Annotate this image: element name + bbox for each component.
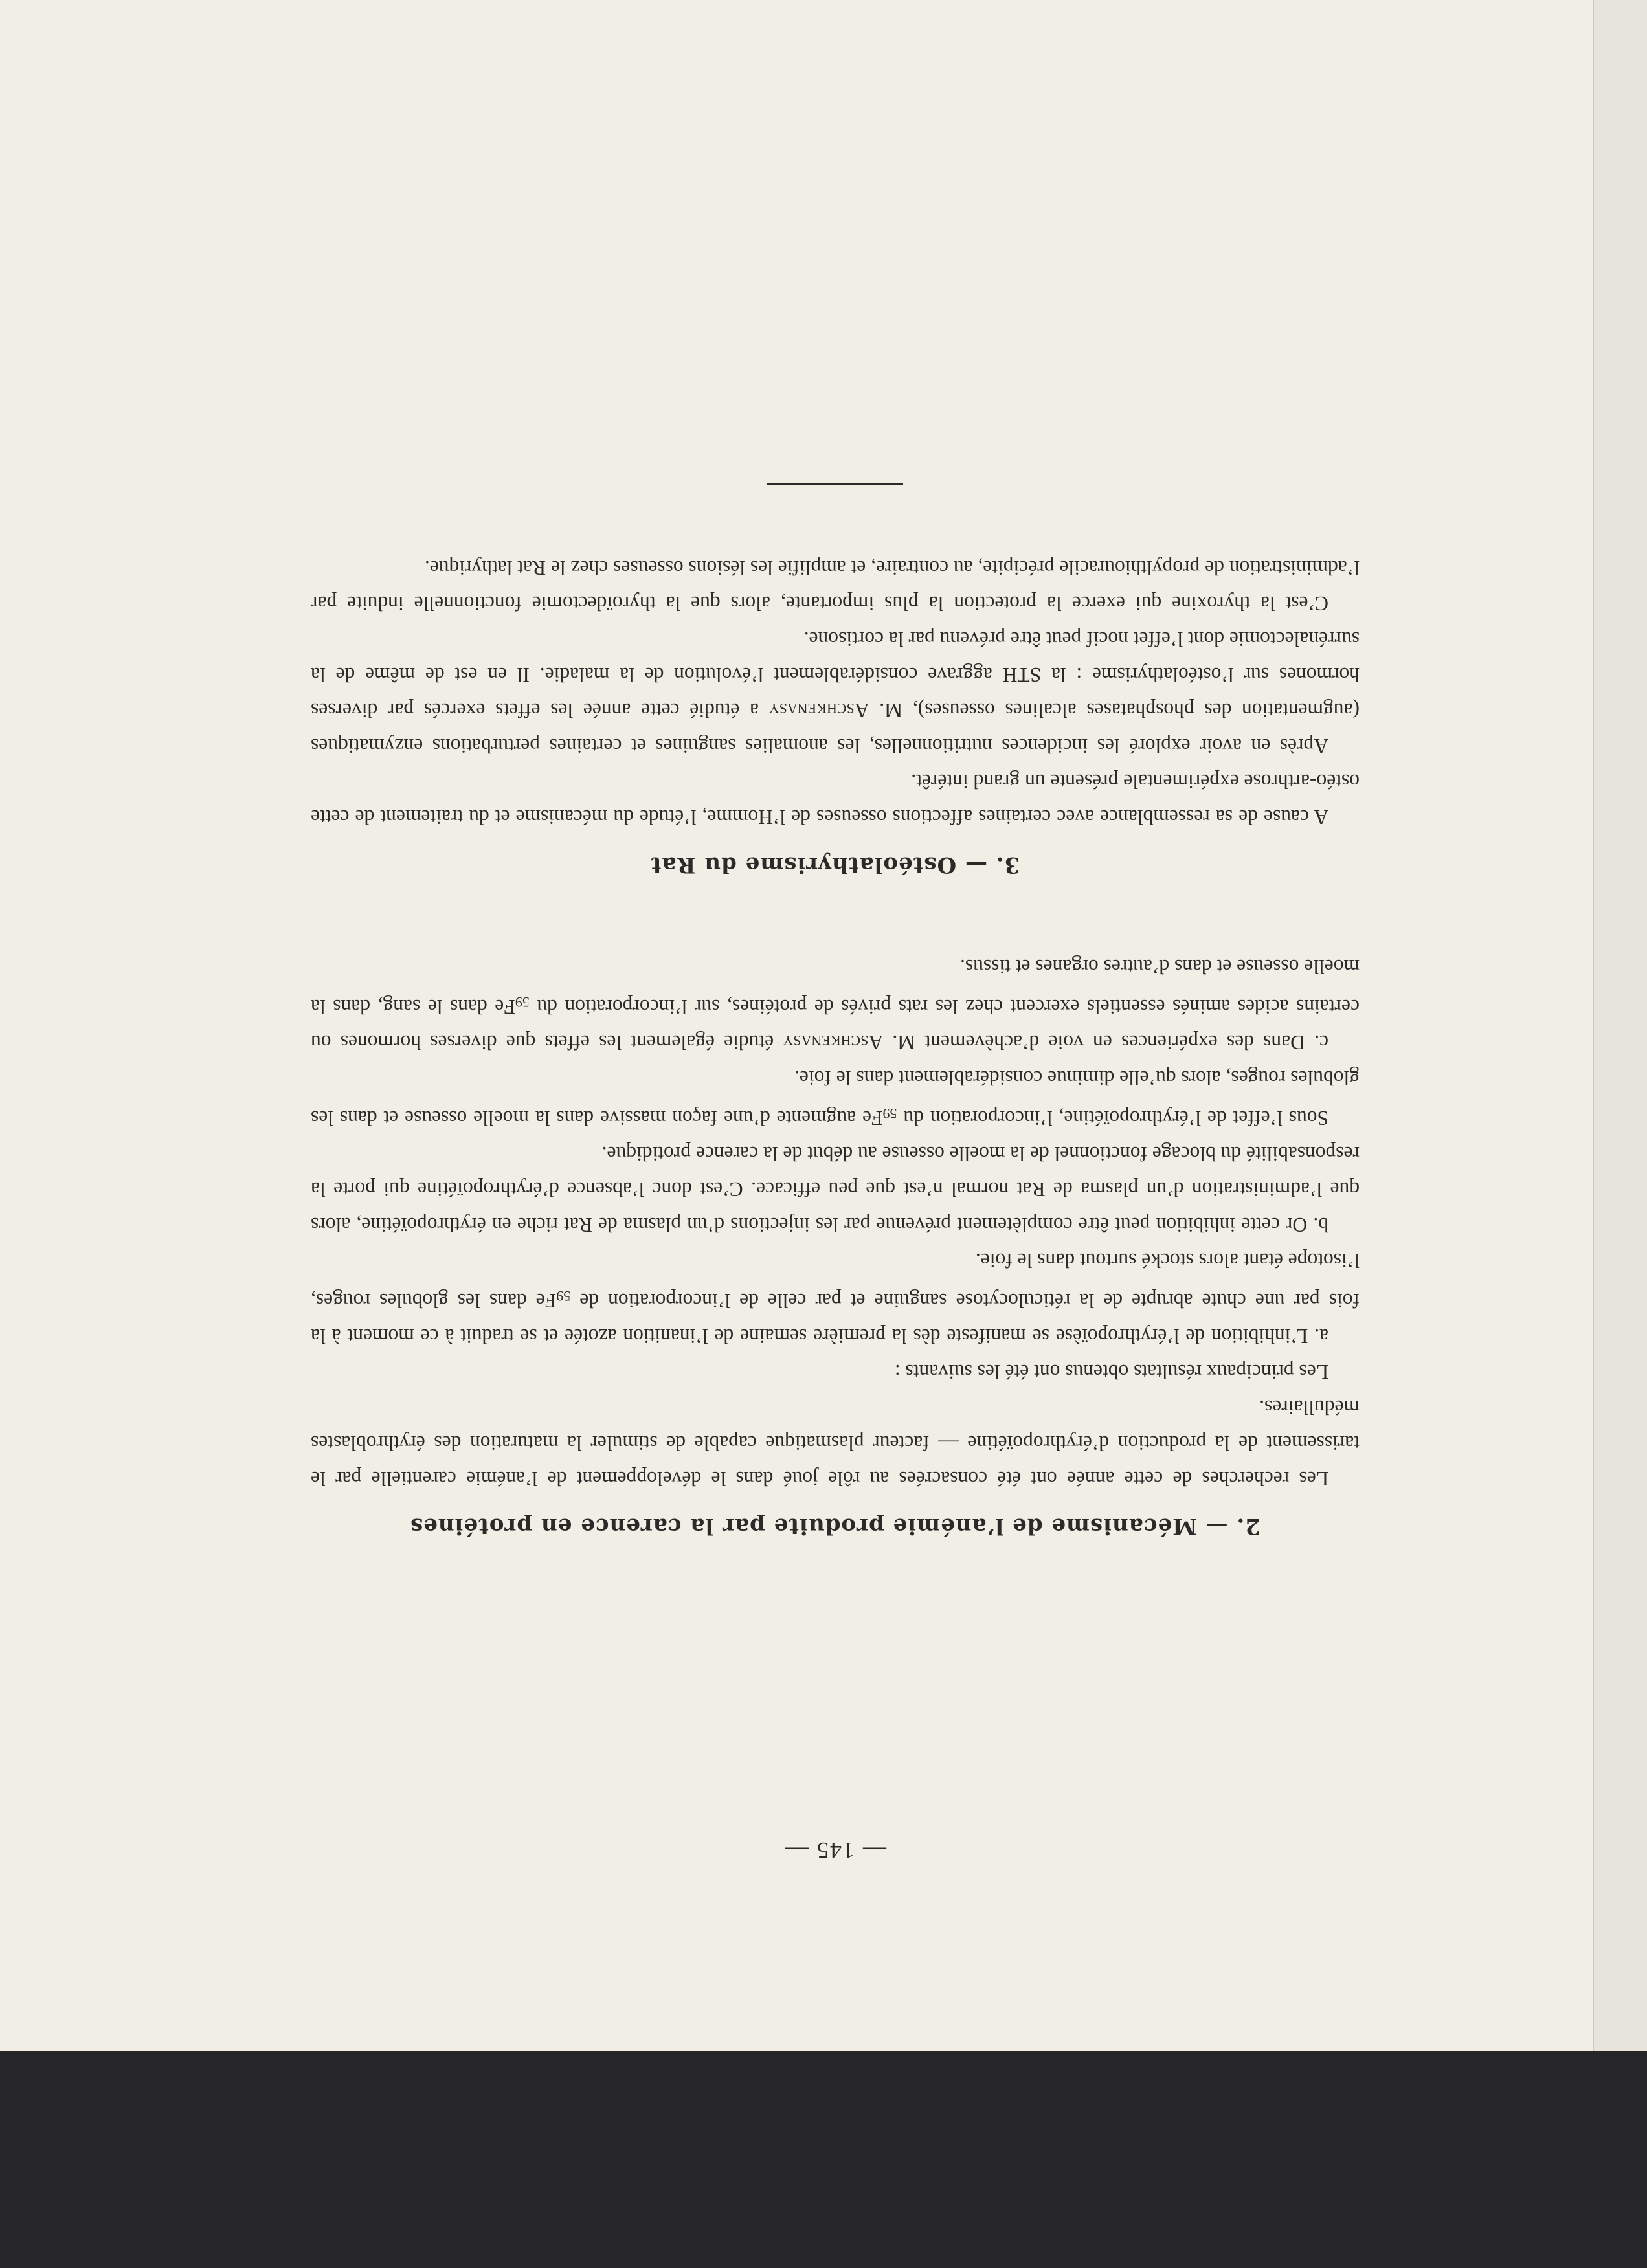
page-content-rotated bbox=[311, 246, 1360, 1864]
paragraph: C’est la thyroxine qui exerce la protection la plus importante, alors que la thyroïdectomie fonctionnelle induite par l’administration de propylthiouracile précipite, au contraire, et amplifie les lésions osseuses chez le Rat lathyrique. bbox=[311, 557, 1360, 615]
section-heading-2: 2. — Mécanisme de l’anémie produite par la carence en protéines bbox=[410, 1513, 1260, 1539]
paragraph: Les principaux résultats obtenus ont été les suivants : bbox=[894, 1361, 1328, 1383]
section-3 bbox=[311, 550, 1360, 878]
paragraph: Sous l’effet de l’érythropoïétine, l’incorporation du 59Fe augmente d’une façon massive dans la moelle osseuse et dans les globules rouges, alors qu’elle diminue considérablement dans le foie. bbox=[311, 1067, 1360, 1129]
paragraph: a. L’inhibition de l’érythropoïèse se manifeste dès la première semaine de l’inanition azotée et se traduit à ce moment à la fois par une chute abrupte de la réticulocytose sanguine et par celle de l’incorporation de 59Fe dans les globules rouges, l’isotope étant alors stocké surtout dans le foie. bbox=[311, 1249, 1360, 1348]
adjacent-page-edge bbox=[1593, 0, 1647, 2051]
section-heading-3: 3. — Ostéolathyrisme du Rat bbox=[650, 852, 1020, 878]
paragraph: Les recherches de cette année ont été consacrées au rôle joué dans le développement de l’anémie carentielle par le tarissement de la production d’érythropoïétine — facteur plasmatique capable de stimuler la maturation des érythroblastes médullaires. bbox=[311, 1396, 1360, 1490]
paragraph: A cause de sa ressemblance avec certaines affections osseuses de l’Homme, l’étude du mécanisme et du traitement de cette ostéo-arthrose expérimentale présente un grand intérêt. bbox=[311, 770, 1360, 828]
page-number: — 145 — bbox=[784, 1838, 886, 1863]
page-header bbox=[311, 1837, 1360, 1864]
paragraph: b. Or cette inhibition peut être complètement prévenue par les injections d’un plasma de Rat riche en érythropoïétine, alors que l’administration d’un plasma de Rat normal n’est que peu efficace. C’est donc l’absence d’érythropoïétine qui porte la responsabilité du blocage fonctionnel de la moelle osseuse au début de la carence protidique. bbox=[311, 1142, 1360, 1236]
section-2 bbox=[311, 949, 1360, 1539]
paragraph: c. Dans des expériences en voie d’achèvement M. Aschkenasy étudie également les effets que diverses hormones ou certains acides aminés essentiels exercent chez les rats privés de protéines, sur l’incorporation du 59Fe dans le sang, dans la moelle osseuse et dans d’autres organes et tissus. bbox=[311, 955, 1360, 1054]
end-rule bbox=[767, 483, 903, 485]
paragraph: Après en avoir exploré les incidences nutritionnelles, les anomalies sanguines et certaines perturbations enzymatiques (augmentation des phosphatases alcalines osseuses), M. Aschkenasy a étudié cette année les effets exercés par diverses hormones sur l’ostéolathyrisme : la STH aggrave considérablement l’évolution de la maladie. Il en est de même de la surrénalectomie dont l’effet nocif peut être prévenu par la cortisone. bbox=[310, 628, 1360, 757]
scan-background-band bbox=[0, 2051, 1647, 2268]
